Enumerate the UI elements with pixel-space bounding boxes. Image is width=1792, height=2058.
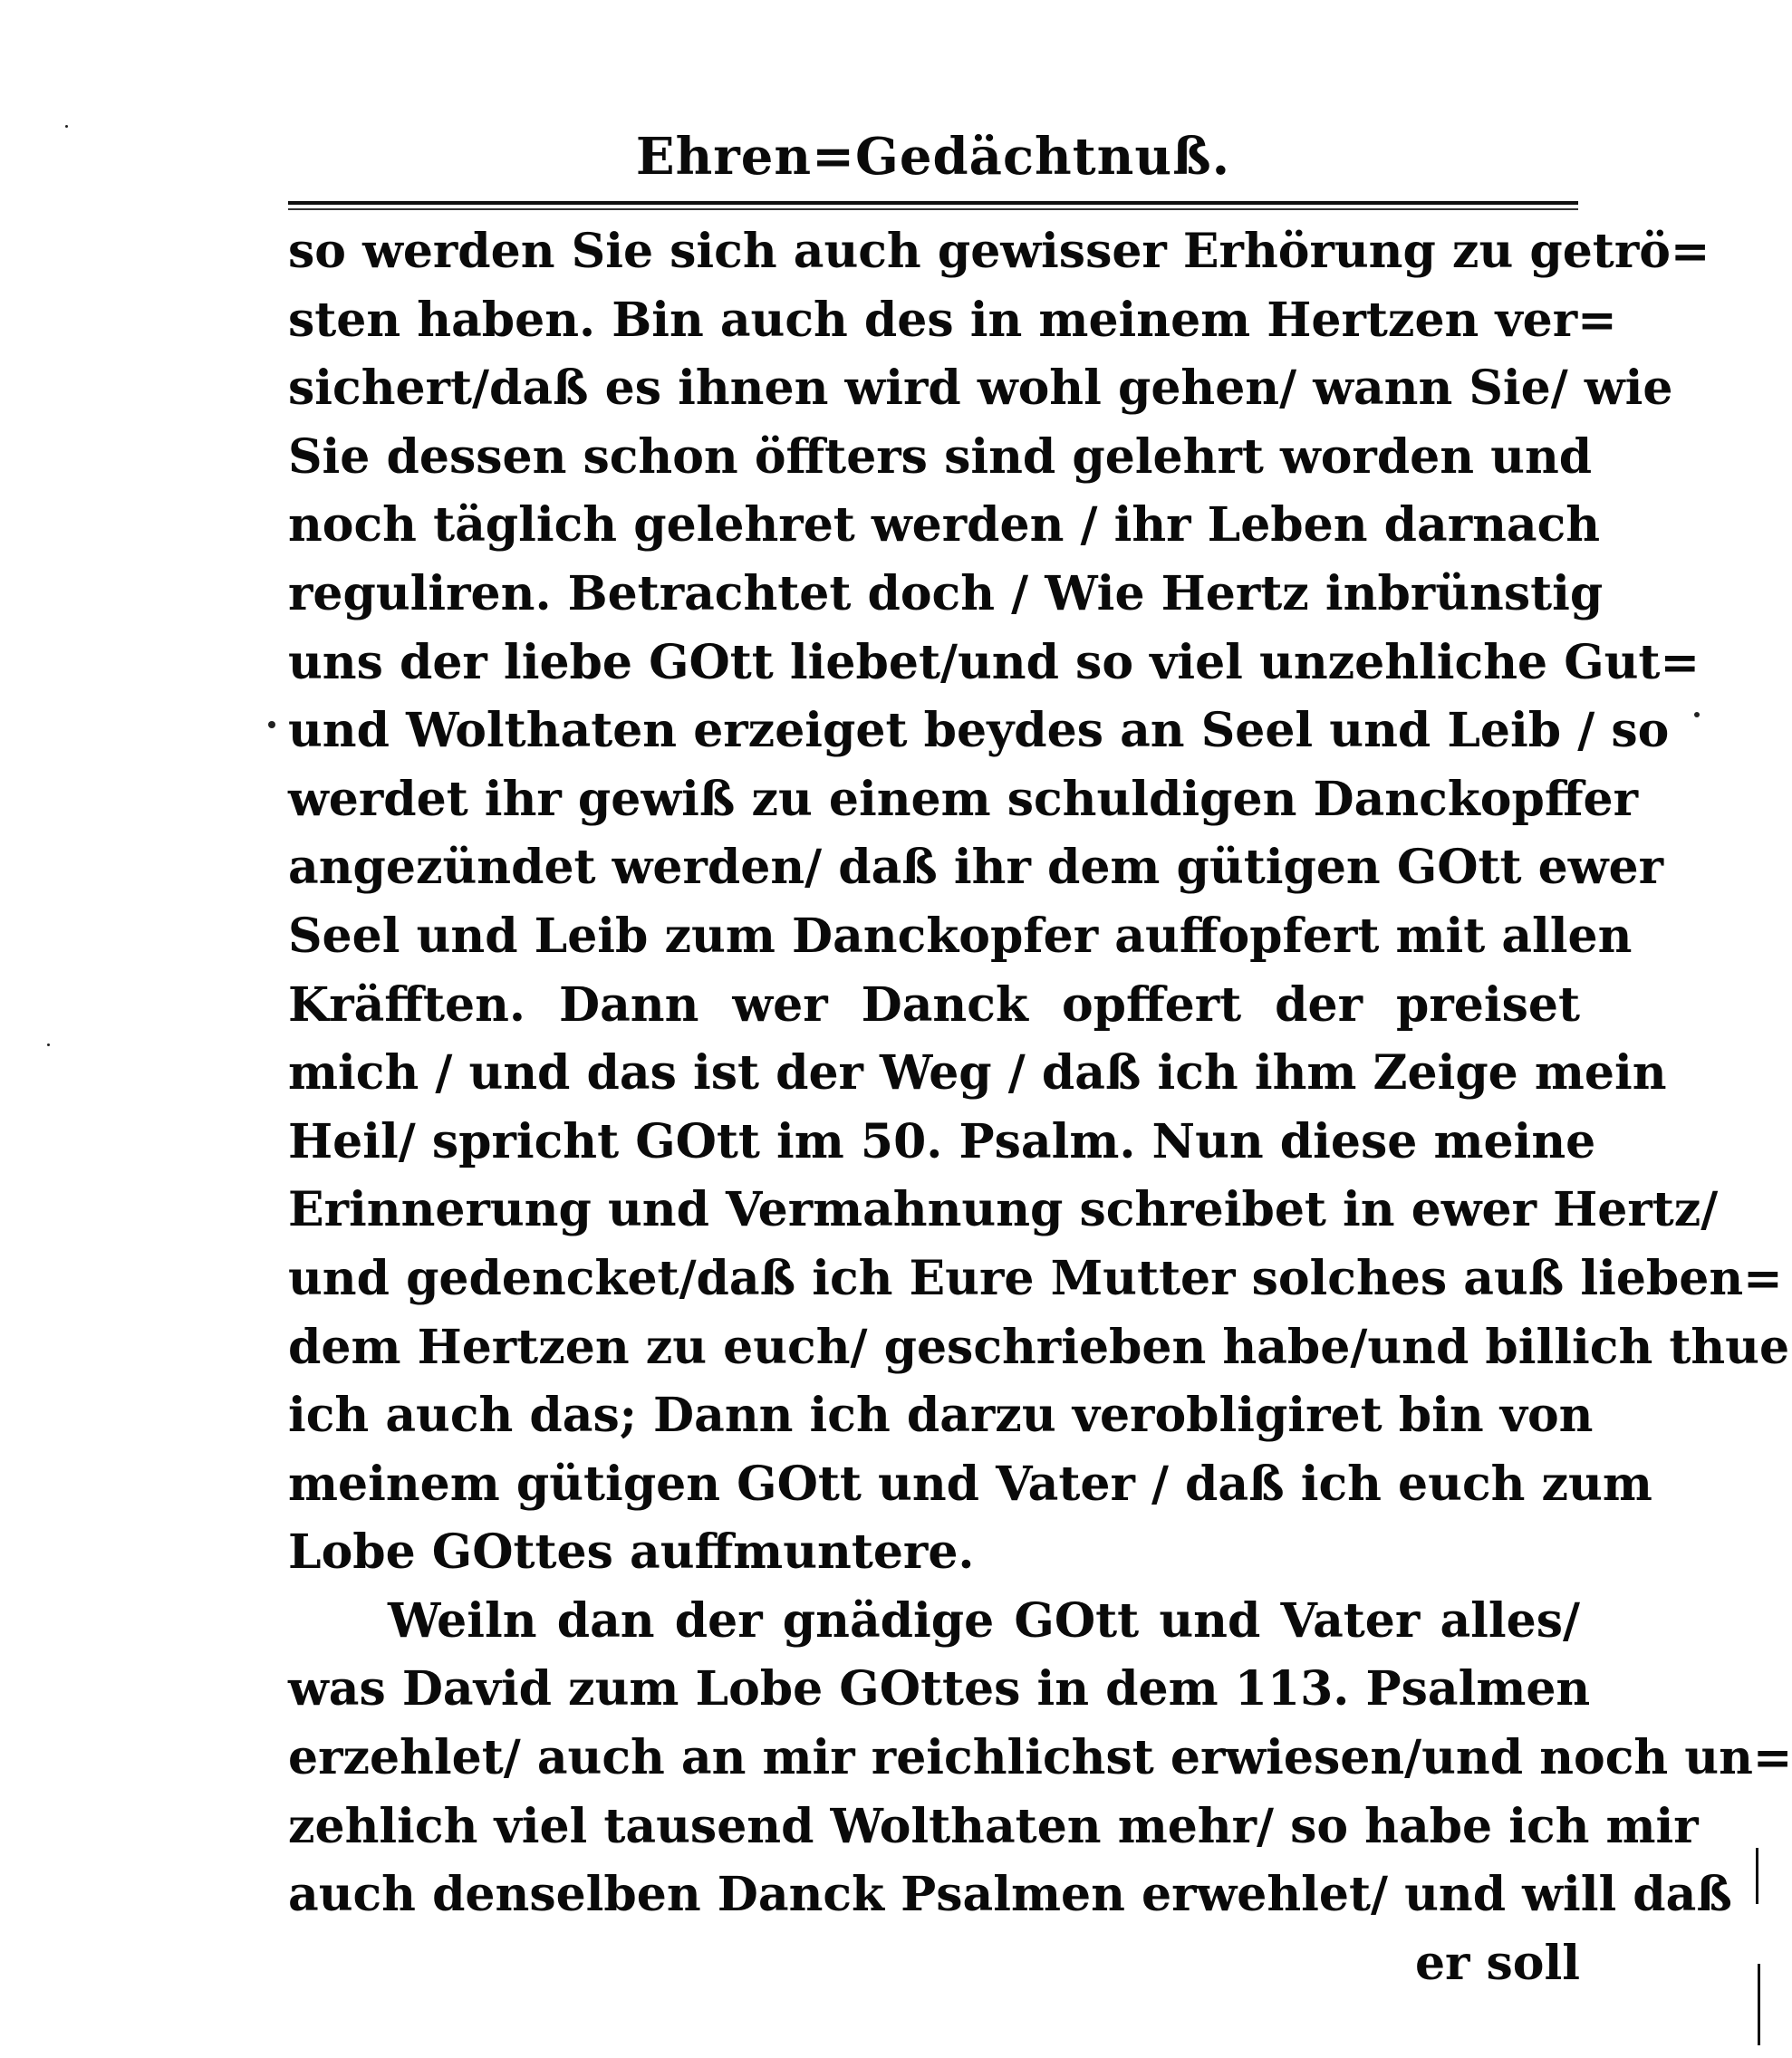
text-line: angezündet werden/ daß ihr dem gütigen GOtt ewer [288,840,1664,896]
text-line: und gedencket/daß ich Eure Mutter solches auß lieben= [288,1250,1783,1306]
text-line: werdet ihr gewiß zu einem schuldigen Danckopffer [288,771,1638,827]
scan-edge-mark [1756,1848,1758,1904]
scan-speck [47,1043,50,1046]
text-line: sten haben. Bin auch des in meinem Hertzen ver= [288,292,1617,348]
scan-edge-mark [1758,1964,1760,2045]
text-line: Sie dessen schon öffters sind gelehrt worden und [288,428,1593,485]
text-line: Kräfften. Dann wer Danck opffert der preiset [288,976,1580,1033]
text-line: Erinnerung und Vermahnung schreibet in ewer Hertz/ [288,1182,1719,1238]
text-line: dem Hertzen zu euch/ geschrieben habe/und billich thue [288,1319,1790,1375]
text-line: ich auch das; Dann ich darzu verobligiret bin von [288,1388,1594,1444]
scan-speck [1694,712,1700,717]
body-text [288,217,1792,1997]
text-line: Seel und Leib zum Danckopfer auffopfert mit allen [288,908,1633,964]
text-line: mich / und das ist der Weg / daß ich ihm Zeige mein [288,1045,1667,1101]
text-line: reguliren. Betrachtet doch / Wie Hertz inbrünstig [288,565,1604,621]
scan-speck [65,125,68,128]
catchword: er soll [1414,1935,1580,1991]
text-line: Heil/ spricht GOtt im 50. Psalm. Nun diese meine [288,1113,1596,1169]
text-line: und Wolthaten erzeiget beydes an Seel und Leib / so [288,703,1670,759]
paragraph-end-line: Lobe GOttes auffmuntere. [288,1524,975,1581]
text-line: noch täglich gelehret werden / ihr Leben darnach [288,497,1601,553]
text-line: uns der liebe GOtt liebet/und so viel unzehliche Gut= [288,634,1700,690]
text-line: auch denselben Danck Psalmen erwehlet/ und will daß [288,1867,1732,1923]
header-rule-thin [288,208,1578,210]
text-line: sichert/daß es ihnen wird wohl gehen/ wann Sie/ wie [288,361,1673,417]
running-header: Ehren=Gedächtnuß. [635,127,1231,187]
paragraph-start-line: Weiln dan der gnädige GOtt und Vater alles/ [388,1592,1580,1649]
text-line: meinem gütigen GOtt und Vater / daß ich euch zum [288,1456,1652,1512]
text-line: erzehlet/ auch an mir reichlichst erwiesen/und noch un= [288,1730,1792,1786]
text-line: was David zum Lobe GOttes in dem 113. Psalmen [288,1661,1591,1717]
scan-speck [268,721,275,728]
text-line: zehlich viel tausend Wolthaten mehr/ so habe ich mir [288,1798,1699,1854]
header-rule [288,201,1578,205]
text-line: so werden Sie sich auch gewisser Erhörung zu getrö= [288,224,1710,279]
